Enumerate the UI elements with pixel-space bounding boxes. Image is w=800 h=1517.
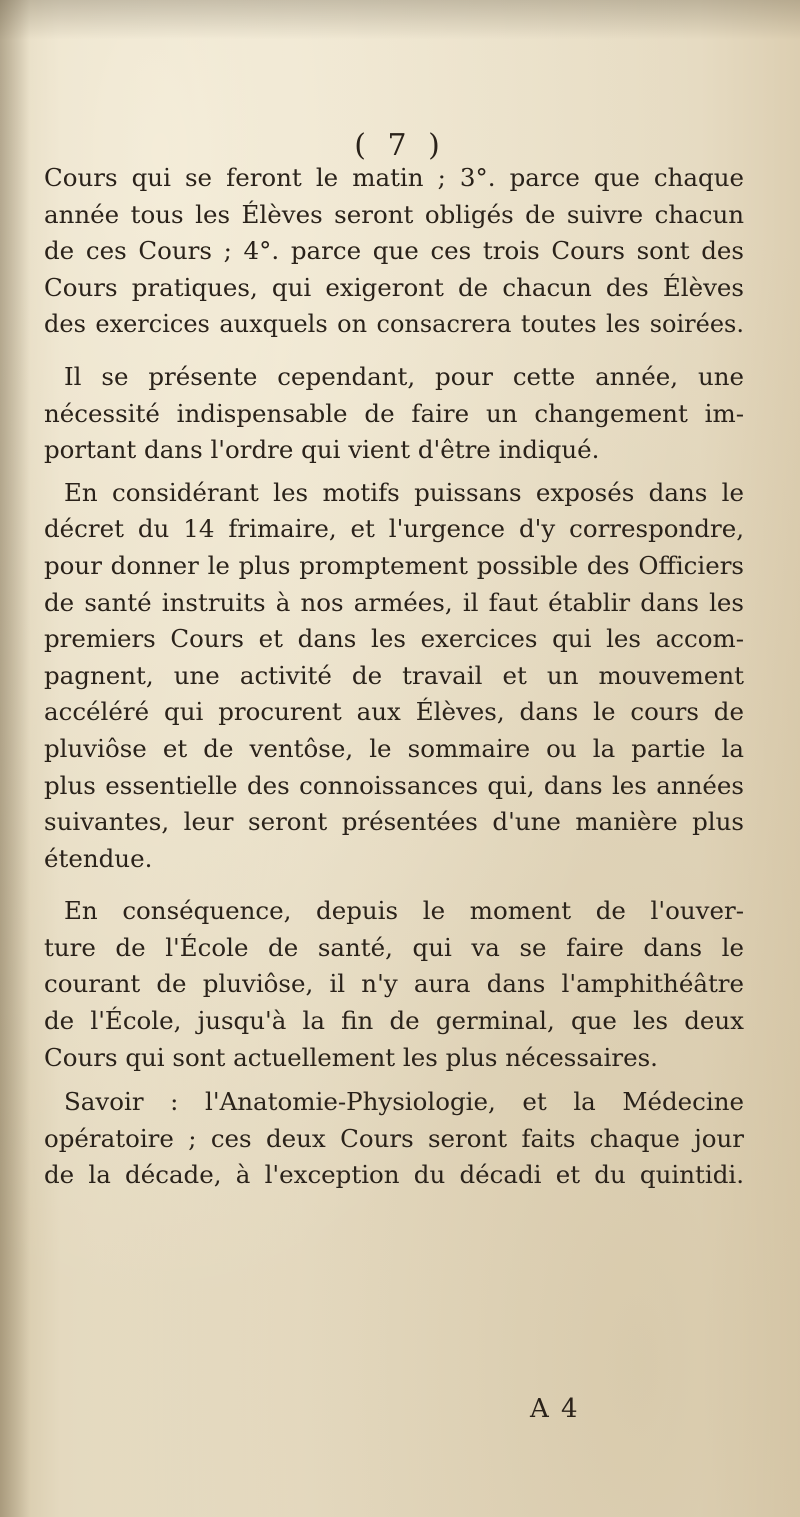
text-line: pour donner le plus promptement possible des Officiers: [44, 550, 744, 580]
page-edge-shadow: [0, 0, 30, 1517]
text-line: de l'École, jusqu'à la fin de germinal, que les deux: [44, 1006, 744, 1036]
text-line: portant dans l'ordre qui vient d'être indiqué.: [44, 435, 600, 465]
text-line: nécessité indispensable de faire un changement im-: [44, 398, 744, 428]
text-line: En conséquence, depuis le moment de l'ouver-: [64, 896, 744, 926]
text-line: de santé instruits à nos armées, il faut établir dans les: [44, 587, 744, 617]
paragraph: [44, 359, 744, 469]
text-line: décret du 14 frimaire, et l'urgence d'y correspondre,: [44, 514, 744, 544]
text-line: plus essentielle des connoissances qui, dans les années: [44, 770, 744, 800]
page-number: ( 7 ): [354, 128, 446, 163]
paragraph: [44, 1084, 744, 1194]
text-line: pluviôse et de ventôse, le sommaire ou la partie la: [44, 733, 744, 763]
text-line: étendue.: [44, 843, 153, 873]
text-line: Cours pratiques, qui exigeront de chacun des Élèves: [44, 272, 744, 302]
text-line: de ces Cours ; 4°. parce que ces trois Cours sont des: [44, 236, 744, 266]
page-top-shadow: [0, 0, 800, 40]
text-line: En considérant les motifs puissans exposés dans le: [64, 477, 744, 507]
paragraph: [44, 475, 744, 878]
text-line: pagnent, une activité de travail et un mouvement: [44, 660, 744, 690]
text-line: courant de pluviôse, il n'y aura dans l'amphithéâtre: [44, 969, 744, 999]
body-text: [44, 160, 744, 1194]
signature-mark: A 4: [530, 1394, 580, 1424]
text-line: année tous les Élèves seront obligés de suivre chacun: [44, 199, 744, 229]
paragraph: [44, 893, 744, 1076]
text-line: premiers Cours et dans les exercices qui les accom-: [44, 624, 744, 654]
text-line: opératoire ; ces deux Cours seront faits chaque jour: [44, 1123, 744, 1153]
text-line: Savoir : l'Anatomie-Physiologie, et la Médecine: [64, 1087, 744, 1117]
paragraph: [44, 160, 744, 343]
text-line: Cours qui sont actuellement les plus nécessaires.: [44, 1042, 658, 1072]
text-line: de la décade, à l'exception du décadi et du quintidi.: [44, 1160, 744, 1190]
text-line: Il se présente cependant, pour cette année, une: [64, 361, 744, 391]
text-line: ture de l'École de santé, qui va se faire dans le: [44, 932, 744, 962]
text-line: Cours qui se feront le matin ; 3°. parce que chaque: [44, 163, 744, 192]
text-line: accéléré qui procurent aux Élèves, dans le cours de: [44, 697, 744, 727]
text-line: des exercices auxquels on consacrera toutes les soirées.: [44, 310, 744, 339]
text-line: suivantes, leur seront présentées d'une manière plus: [44, 807, 744, 837]
